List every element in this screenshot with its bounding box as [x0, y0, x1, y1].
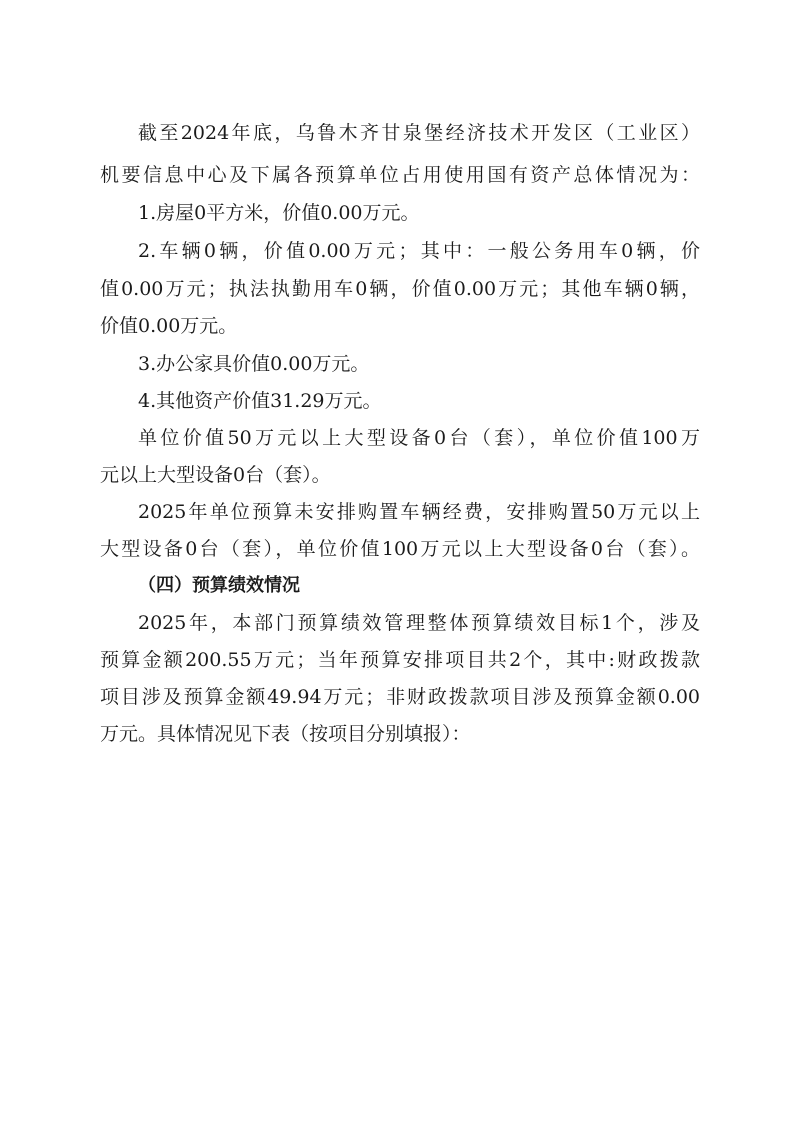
paragraph-2025-purchase-line-1: 2025年单位预算未安排购置车辆经费，安排购置50万元以上	[138, 501, 700, 523]
section-heading-performance: （四）预算绩效情况	[138, 575, 300, 596]
item-vehicles-line-3: 价值0.00万元。	[100, 315, 238, 337]
paragraph-performance-line-3: 项目涉及预算金额49.94万元；非财政拨款项目涉及预算金额0.00	[100, 686, 700, 708]
paragraph-performance-line-1: 2025年，本部门预算绩效管理整体预算绩效目标1个，涉及	[138, 612, 700, 634]
item-vehicles-line-1: 2.车辆0辆，价值0.00万元；其中：一般公务用车0辆，价	[138, 240, 700, 262]
item-house: 1.房屋0平方米，价值0.00万元。	[138, 202, 420, 224]
paragraph-equipment-line-1: 单位价值50万元以上大型设备0台（套），单位价值100万	[138, 427, 700, 449]
item-furniture: 3.办公家具价值0.00万元。	[138, 353, 370, 375]
item-vehicles-line-2: 值0.00万元；执法执勤用车0辆，价值0.00万元；其他车辆0辆，	[100, 278, 700, 300]
paragraph-assets-line-1: 截至2024年底，乌鲁木齐甘泉堡经济技术开发区（工业区）	[138, 122, 700, 144]
paragraph-assets-line-2: 机要信息中心及下属各预算单位占用使用国有资产总体情况为：	[100, 164, 700, 186]
paragraph-performance-line-2: 预算金额200.55万元；当年预算安排项目共2个，其中:财政拨款	[100, 649, 700, 671]
item-other: 4.其他资产价值31.29万元。	[138, 390, 382, 412]
paragraph-2025-purchase-line-2: 大型设备0台（套），单位价值100万元以上大型设备0台（套）。	[100, 538, 700, 560]
paragraph-equipment-line-2: 元以上大型设备0台（套）。	[100, 464, 331, 486]
paragraph-performance-line-4: 万元。具体情况见下表（按项目分别填报）：	[100, 723, 471, 745]
